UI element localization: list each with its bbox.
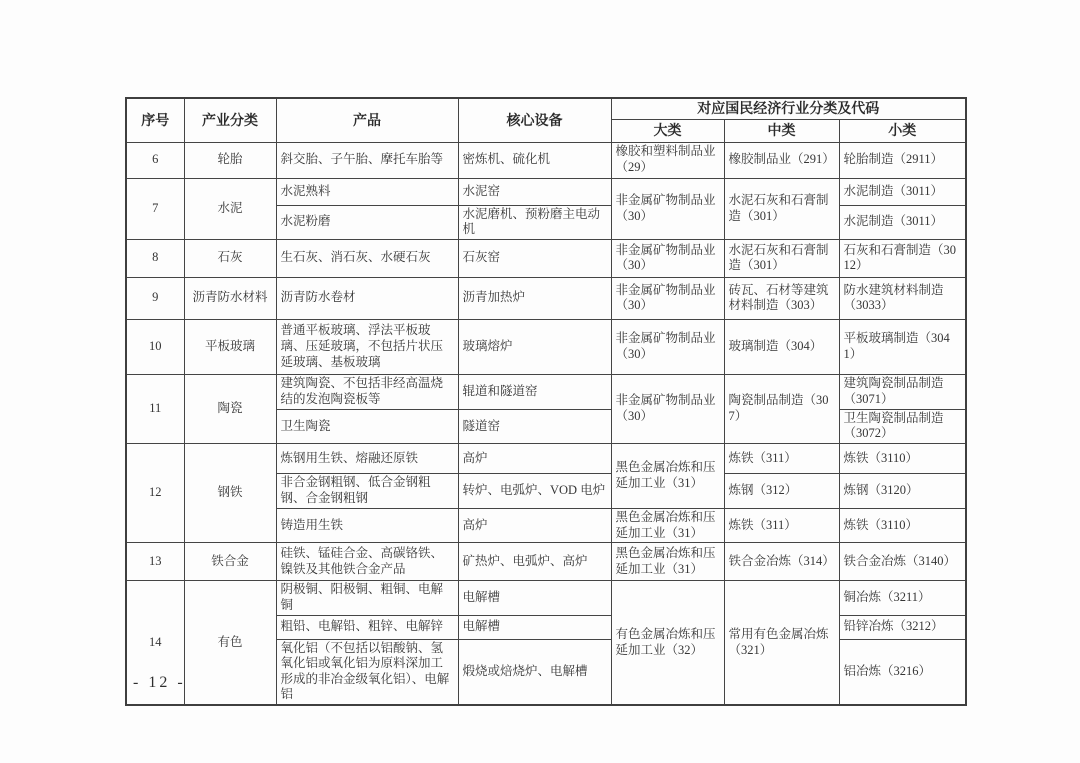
table-row-11a [126,374,966,409]
cell-r6-seq: 6 [126,142,184,178]
cell-r12c-major: 黑色金属冶炼和压延加工业（31） [611,509,724,543]
cell-r11-seq: 11 [126,374,184,443]
cell-r8-medium: 水泥石灰和石膏制造（301） [724,239,839,277]
table-row-13 [126,543,966,581]
cell-r8-minor: 石灰和石膏制造（3012） [839,239,966,277]
col-header-product: 产品 [276,98,458,142]
cell-r12c-minor: 炼铁（3110） [839,509,966,543]
cell-r7b-minor: 水泥制造（3011） [839,205,966,239]
cell-r14-medium: 常用有色金属冶炼（321） [724,581,839,705]
cell-r11a-minor: 建筑陶瓷制品制造（3071） [839,374,966,409]
cell-r12b-product: 非合金钢粗钢、低合金钢粗钢、合金钢粗钢 [276,474,458,509]
cell-r12a-product: 炼钢用生铁、熔融还原铁 [276,444,458,474]
cell-r12a-medium: 炼铁（311） [724,444,839,474]
table-row-7a [126,178,966,205]
cell-r12c-equipment: 高炉 [458,509,611,543]
cell-r10-medium: 玻璃制造（304） [724,319,839,374]
table-row-12a [126,444,966,474]
cell-r14b-product: 粗铅、电解铅、粗锌、电解锌 [276,615,458,639]
cell-r6-medium: 橡胶制品业（291） [724,142,839,178]
cell-r14-seq: 14 [126,581,184,705]
cell-r10-equipment: 玻璃熔炉 [458,319,611,374]
cell-r12b-medium: 炼钢（312） [724,474,839,509]
col-header-seq: 序号 [126,98,184,142]
cell-r6-product: 斜交胎、子午胎、摩托车胎等 [276,142,458,178]
col-header-medium: 中类 [724,119,839,142]
cell-r14a-product: 阴极铜、阳极铜、粗铜、电解铜 [276,581,458,615]
cell-r14-industry: 有色 [184,581,276,705]
cell-r6-industry: 轮胎 [184,142,276,178]
cell-r13-major: 黑色金属冶炼和压延加工业（31） [611,543,724,581]
cell-r8-seq: 8 [126,239,184,277]
cell-r12ab-major: 黑色金属冶炼和压延加工业（31） [611,444,724,509]
cell-r13-medium: 铁合金冶炼（314） [724,543,839,581]
cell-r9-equipment: 沥青加热炉 [458,277,611,319]
cell-r9-seq: 9 [126,277,184,319]
cell-r7-medium: 水泥石灰和石膏制造（301） [724,178,839,239]
cell-r13-industry: 铁合金 [184,543,276,581]
industry-classification-table [125,97,967,706]
cell-r13-seq: 13 [126,543,184,581]
cell-r14-major: 有色金属冶炼和压延加工业（32） [611,581,724,705]
col-header-mapping: 对应国民经济行业分类及代码 [611,98,966,119]
table-row-10 [126,319,966,374]
cell-r7b-product: 水泥粉磨 [276,205,458,239]
cell-r8-product: 生石灰、消石灰、水硬石灰 [276,239,458,277]
cell-r11a-equipment: 辊道和隧道窑 [458,374,611,409]
cell-r6-equipment: 密炼机、硫化机 [458,142,611,178]
cell-r6-major: 橡胶和塑料制品业（29） [611,142,724,178]
cell-r7-seq: 7 [126,178,184,239]
page-number: - 12 - [133,674,186,691]
cell-r9-major: 非金属矿物制品业（30） [611,277,724,319]
cell-r11-medium: 陶瓷制品制造（307） [724,374,839,443]
cell-r6-minor: 轮胎制造（2911） [839,142,966,178]
cell-r10-major: 非金属矿物制品业（30） [611,319,724,374]
cell-r8-industry: 石灰 [184,239,276,277]
cell-r7a-product: 水泥熟料 [276,178,458,205]
cell-r11-major: 非金属矿物制品业（30） [611,374,724,443]
header-row-1 [126,98,966,119]
cell-r9-medium: 砖瓦、石材等建筑材料制造（303） [724,277,839,319]
cell-r9-minor: 防水建筑材料制造（3033） [839,277,966,319]
col-header-major: 大类 [611,119,724,142]
cell-r11-industry: 陶瓷 [184,374,276,443]
cell-r13-equipment: 矿热炉、电弧炉、高炉 [458,543,611,581]
cell-r13-product: 硅铁、锰硅合金、高碳铬铁、镍铁及其他铁合金产品 [276,543,458,581]
cell-r8-major: 非金属矿物制品业（30） [611,239,724,277]
table-row-8 [126,239,966,277]
cell-r9-product: 沥青防水卷材 [276,277,458,319]
cell-r14c-equipment: 煅烧或焙烧炉、电解槽 [458,639,611,705]
cell-r10-industry: 平板玻璃 [184,319,276,374]
cell-r10-minor: 平板玻璃制造（3041） [839,319,966,374]
cell-r8-equipment: 石灰窑 [458,239,611,277]
cell-r7a-equipment: 水泥窑 [458,178,611,205]
cell-r9-industry: 沥青防水材料 [184,277,276,319]
cell-r12b-minor: 炼钢（3120） [839,474,966,509]
cell-r14c-product: 氧化铝（不包括以铝酸钠、氢氧化铝或氧化铝为原料深加工形成的非冶金级氧化铝）、电解铝 [276,639,458,705]
col-header-industry: 产业分类 [184,98,276,142]
table-row-6 [126,142,966,178]
cell-r12-industry: 钢铁 [184,444,276,543]
cell-r7b-equipment: 水泥磨机、预粉磨主电动机 [458,205,611,239]
cell-r10-seq: 10 [126,319,184,374]
cell-r13-minor: 铁合金冶炼（3140） [839,543,966,581]
cell-r12a-equipment: 高炉 [458,444,611,474]
cell-r12c-medium: 炼铁（311） [724,509,839,543]
cell-r14a-equipment: 电解槽 [458,581,611,615]
cell-r11b-equipment: 隧道窑 [458,409,611,443]
cell-r11a-product: 建筑陶瓷、不包括非经高温烧结的发泡陶瓷板等 [276,374,458,409]
cell-r7a-minor: 水泥制造（3011） [839,178,966,205]
cell-r11b-product: 卫生陶瓷 [276,409,458,443]
cell-r12b-equipment: 转炉、电弧炉、VOD 电炉 [458,474,611,509]
cell-r12a-minor: 炼铁（3110） [839,444,966,474]
cell-r7-industry: 水泥 [184,178,276,239]
cell-r14b-minor: 铅锌冶炼（3212） [839,615,966,639]
cell-r11b-minor: 卫生陶瓷制品制造（3072） [839,409,966,443]
cell-r14c-minor: 铝冶炼（3216） [839,639,966,705]
col-header-minor: 小类 [839,119,966,142]
table-row-9 [126,277,966,319]
cell-r10-product: 普通平板玻璃、浮法平板玻璃、压延玻璃，不包括片状压延玻璃、基板玻璃 [276,319,458,374]
cell-r12c-product: 铸造用生铁 [276,509,458,543]
cell-r14a-minor: 铜冶炼（3211） [839,581,966,615]
cell-r12-seq: 12 [126,444,184,543]
cell-r14b-equipment: 电解槽 [458,615,611,639]
table-row-14a [126,581,966,615]
cell-r7-major: 非金属矿物制品业（30） [611,178,724,239]
col-header-equipment: 核心设备 [458,98,611,142]
